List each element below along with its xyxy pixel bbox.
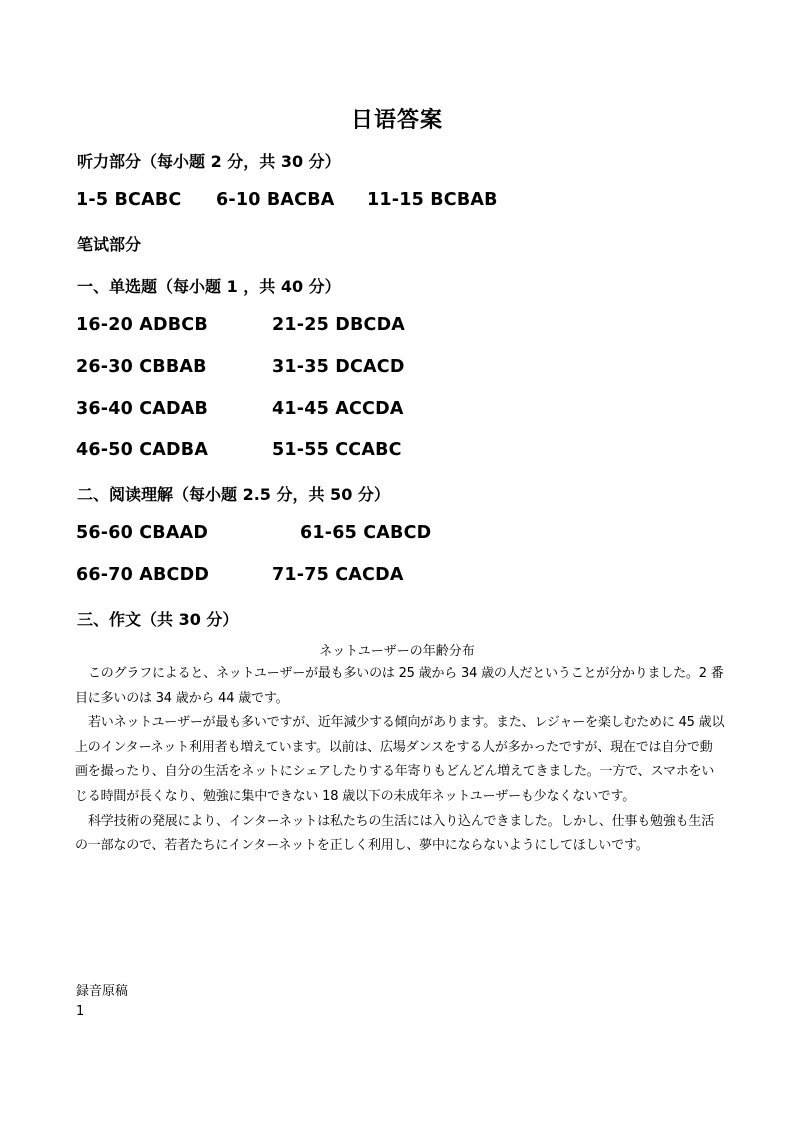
answer-group: 36-40 CADAB — [76, 399, 209, 419]
answer-group: 51-55 CCABC — [272, 440, 402, 460]
answer-group: 26-30 CBBAB — [76, 357, 207, 377]
answer-group: 61-65 CABCD — [300, 523, 432, 543]
listening-heading: 听力部分（每小题 2 分，共 30 分） — [77, 152, 341, 171]
answer-group: 31-35 DCACD — [272, 357, 405, 377]
essay-paragraph: このグラフによると、ネットユーザーが最も多いのは 25 歳から 34 歳の人だということが分かりました。2 番目に多いのは 34 歳から 44 歳です。 — [75, 666, 724, 706]
essay-paragraph: 若いネットユーザーが最も多いですが、近年減少する傾向があります。また、レジャーを楽しむために 45 歳以上のインターネット利用者も増えています。以前は、広場ダンスをする人が多かったですが、現在では自分で動画を撮ったり、自分の生活をネットにシェアしたりする年寄りもどんどん増えてきました。一方で、スマホをいじる時間が長くなり、勉強に集中できない 18 歳以下の未成年ネットユーザーも少なくないです。 — [75, 715, 725, 804]
essay-body — [75, 662, 725, 859]
essay-title: ネットユーザーの年齢分布 — [319, 644, 475, 659]
page-title: 日语答案 — [350, 108, 443, 133]
answer-group: 6-10 BACBA — [216, 190, 335, 210]
reading-heading: 二、阅读理解（每小题 2.5 分，共 50 分） — [77, 485, 390, 504]
recording-transcript-label: 録音原稿 — [76, 984, 129, 999]
essay-paragraph: 科学技術の発展により、インターネットは私たちの生活には入り込んできました。しかし、仕事も勉強も生活の一部なので、若者たちにインターネットを正しく利用し、夢中にならないようにしてほしいです。 — [75, 813, 715, 854]
composition-heading: 三、作文（共 30 分） — [77, 610, 239, 629]
answer-group: 71-75 CACDA — [272, 565, 404, 585]
answer-group: 56-60 CBAAD — [76, 523, 209, 543]
answer-group: 66-70 ABCDD — [76, 565, 210, 585]
answer-group: 11-15 BCBAB — [367, 190, 498, 210]
written-heading: 笔试部分 — [77, 235, 142, 254]
answer-group: 46-50 CADBA — [76, 440, 209, 460]
answer-group: 1-5 BCABC — [76, 190, 182, 210]
single-choice-heading: 一、单选题（每小题 1 ，共 40 分） — [77, 277, 341, 296]
answer-group: 21-25 DBCDA — [272, 315, 406, 335]
answer-group: 41-45 ACCDA — [272, 399, 404, 419]
transcript-number: 1 — [76, 1004, 85, 1019]
answer-group: 16-20 ADBCB — [76, 315, 208, 335]
